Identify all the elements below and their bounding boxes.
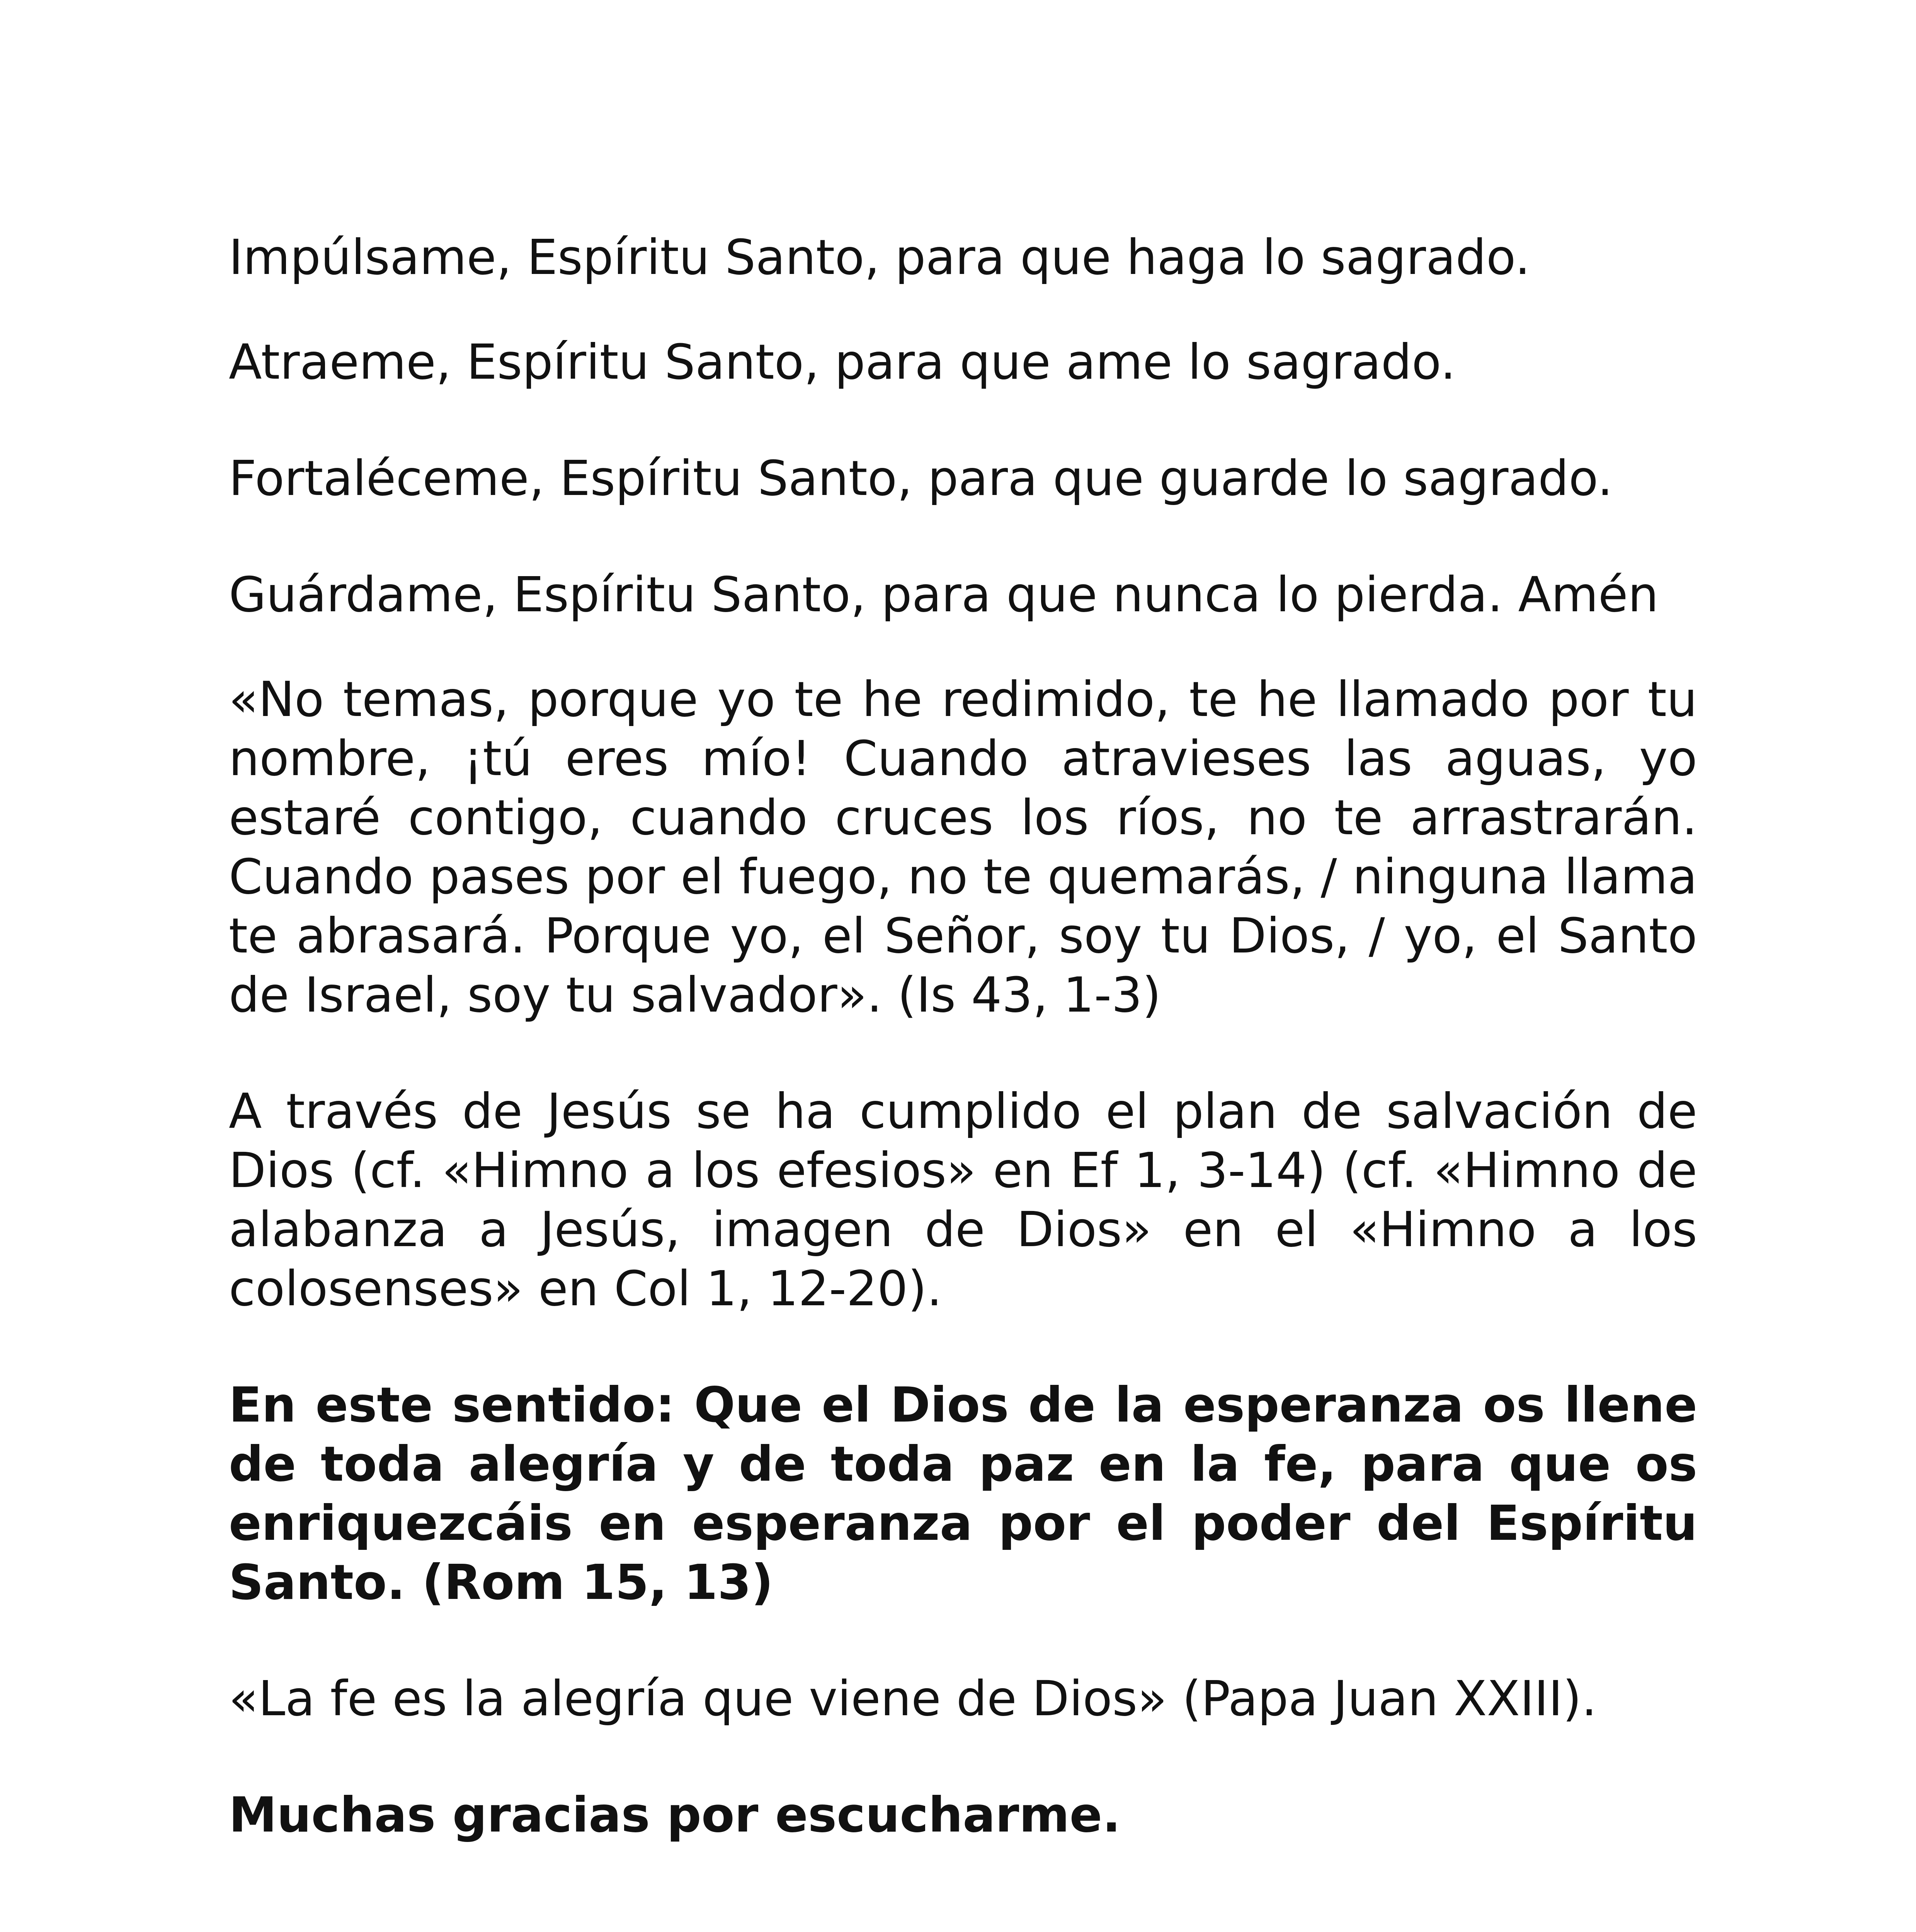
isaiah-quote-paragraph: «No temas, porque yo te he redimido, te he llamado por tu nombre, ¡tú eres mío! Cuando atravieses las aguas, yo estaré contigo, cuando cruces los ríos, no te arrastrarán. Cuando pases por el fuego, no te quemarás, / ninguna llama te abrasará. Porque yo, el Señor, soy tu Dios, / yo, el Santo de Israel, soy tu salvador». (Is 43, 1-3) [229, 672, 1697, 1023]
romans-blessing-paragraph: En este sentido: Que el Dios de la esperanza os llene de toda alegría y de toda paz en la fe, para que os enriquezcáis en esperanza por el poder del Espíritu Santo. (Rom 15, 13) [229, 1377, 1697, 1611]
pope-quote-paragraph: «La fe es la alegría que viene de Dios» (Papa Juan XXIII). [229, 1671, 1597, 1727]
prayer-line-guardame: Guárdame, Espíritu Santo, para que nunca lo pierda. Amén [229, 567, 1659, 623]
prayer-line-atraeme: Atraeme, Espíritu Santo, para que ame lo sagrado. [229, 334, 1456, 390]
salvation-plan-paragraph: A través de Jesús se ha cumplido el plan de salvación de Dios (cf. «Himno a los efesios» en Ef 1, 3-14) (cf. «Himno de alabanza a Jesús, imagen de Dios» en el «Himno a los colosenses» en Col 1, 12-20). [229, 1083, 1697, 1317]
page-content [229, 228, 1697, 1845]
prayer-line-impulsame: Impúlsame, Espíritu Santo, para que haga lo sagrado. [229, 230, 1530, 286]
closing-thanks: Muchas gracias por escucharme. [229, 1787, 1121, 1843]
prayer-line-fortaleceme: Fortaléceme, Espíritu Santo, para que guarde lo sagrado. [229, 451, 1613, 507]
